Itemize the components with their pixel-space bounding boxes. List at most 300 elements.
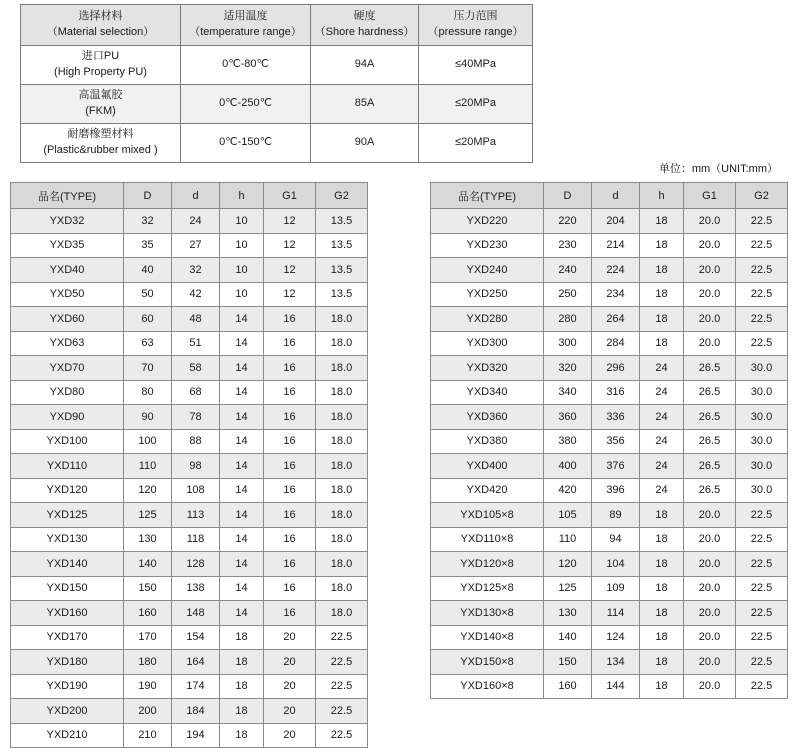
spec-type-cell: YXD105×8 (431, 503, 544, 528)
table-row (11, 307, 368, 332)
spec-d-upper-cell: 120 (124, 478, 172, 503)
spec-g1-cell: 20.0 (684, 209, 736, 234)
spec-type-cell: YXD210 (11, 723, 124, 748)
spec-d-lower-cell: 42 (172, 282, 220, 307)
spec-g2-cell: 18.0 (316, 478, 368, 503)
spec-g1-cell: 20.0 (684, 674, 736, 699)
spec-h-cell: 18 (640, 674, 684, 699)
table-row (11, 356, 368, 381)
pressure-cell: ≤40MPa (419, 46, 533, 85)
spec-h-cell: 14 (220, 552, 264, 577)
table-row (431, 258, 788, 283)
spec-g2-cell: 18.0 (316, 429, 368, 454)
spec-g2-cell: 22.5 (736, 625, 788, 650)
spec-d-upper-cell: 240 (544, 258, 592, 283)
spec-h-cell: 18 (640, 503, 684, 528)
spec-g1-cell: 20 (264, 650, 316, 675)
table-row (11, 478, 368, 503)
spec-g1-cell: 16 (264, 331, 316, 356)
spec-type-cell: YXD32 (11, 209, 124, 234)
hardness-cell: 94A (311, 46, 419, 85)
spec-type-cell: YXD420 (431, 478, 544, 503)
table-row (11, 331, 368, 356)
spec-table-left (10, 182, 368, 748)
spec-g2-cell: 13.5 (316, 282, 368, 307)
spec-d-lower-cell: 316 (592, 380, 640, 405)
spec-h-cell: 14 (220, 331, 264, 356)
spec-d-lower-cell: 214 (592, 233, 640, 258)
spec-d-upper-cell: 150 (124, 576, 172, 601)
spec-type-cell: YXD40 (11, 258, 124, 283)
spec-d-upper-cell: 170 (124, 625, 172, 650)
table-row (431, 650, 788, 675)
spec-d-lower-cell: 296 (592, 356, 640, 381)
spec-d-upper-cell: 160 (124, 601, 172, 626)
spec-h-cell: 18 (640, 650, 684, 675)
table-row (11, 527, 368, 552)
spec-d-lower-cell: 174 (172, 674, 220, 699)
spec-h-cell: 18 (640, 576, 684, 601)
spec-g1-cell: 20.0 (684, 282, 736, 307)
spec-d-upper-cell: 140 (124, 552, 172, 577)
table-row (11, 429, 368, 454)
spec-d-upper-cell: 60 (124, 307, 172, 332)
spec-g1-cell: 20.0 (684, 552, 736, 577)
spec-d-lower-cell: 68 (172, 380, 220, 405)
spec-g2-cell: 22.5 (736, 601, 788, 626)
spec-d-upper-cell: 400 (544, 454, 592, 479)
spec-g1-cell: 16 (264, 307, 316, 332)
table-row (431, 478, 788, 503)
spec-d-lower-cell: 51 (172, 331, 220, 356)
spec-h-cell: 18 (220, 625, 264, 650)
spec-d-lower-cell: 124 (592, 625, 640, 650)
table-row (431, 429, 788, 454)
spec-d-lower-cell: 109 (592, 576, 640, 601)
spec-h-cell: 14 (220, 380, 264, 405)
spec-header-d-lower: d (172, 183, 220, 209)
spec-d-lower-cell: 48 (172, 307, 220, 332)
spec-type-cell: YXD140 (11, 552, 124, 577)
spec-d-lower-cell: 128 (172, 552, 220, 577)
spec-h-cell: 24 (640, 478, 684, 503)
spec-d-lower-cell: 24 (172, 209, 220, 234)
spec-d-lower-cell: 154 (172, 625, 220, 650)
spec-type-cell: YXD125×8 (431, 576, 544, 601)
spec-d-upper-cell: 125 (124, 503, 172, 528)
spec-h-cell: 24 (640, 405, 684, 430)
spec-g2-cell: 22.5 (316, 674, 368, 699)
spec-h-cell: 14 (220, 478, 264, 503)
spec-d-lower-cell: 113 (172, 503, 220, 528)
table-row (11, 601, 368, 626)
spec-h-cell: 14 (220, 576, 264, 601)
pressure-cell: ≤20MPa (419, 84, 533, 123)
spec-d-lower-cell: 356 (592, 429, 640, 454)
table-row (11, 699, 368, 724)
spec-d-upper-cell: 150 (544, 650, 592, 675)
spec-h-cell: 10 (220, 282, 264, 307)
spec-header-g2: G2 (316, 183, 368, 209)
spec-type-cell: YXD150×8 (431, 650, 544, 675)
spec-d-lower-cell: 396 (592, 478, 640, 503)
spec-d-lower-cell: 144 (592, 674, 640, 699)
hardness-cell: 90A (311, 123, 419, 162)
spec-g2-cell: 18.0 (316, 405, 368, 430)
table-row (431, 356, 788, 381)
material-selection-table (20, 4, 533, 163)
spec-g2-cell: 22.5 (736, 674, 788, 699)
spec-g2-cell: 22.5 (316, 723, 368, 748)
spec-g2-cell: 18.0 (316, 576, 368, 601)
spec-type-cell: YXD130×8 (431, 601, 544, 626)
spec-d-upper-cell: 63 (124, 331, 172, 356)
spec-right-header-row (431, 183, 788, 209)
spec-d-upper-cell: 35 (124, 233, 172, 258)
spec-g2-cell: 22.5 (736, 527, 788, 552)
spec-type-cell: YXD340 (431, 380, 544, 405)
spec-g1-cell: 16 (264, 429, 316, 454)
spec-d-upper-cell: 125 (544, 576, 592, 601)
table-row (431, 454, 788, 479)
table-row (431, 331, 788, 356)
spec-d-upper-cell: 180 (124, 650, 172, 675)
table-row (431, 233, 788, 258)
spec-g2-cell: 30.0 (736, 380, 788, 405)
spec-g1-cell: 16 (264, 380, 316, 405)
spec-g1-cell: 20.0 (684, 258, 736, 283)
spec-type-cell: YXD63 (11, 331, 124, 356)
spec-left-header-row (11, 183, 368, 209)
spec-g1-cell: 20.0 (684, 576, 736, 601)
spec-g2-cell: 22.5 (736, 209, 788, 234)
spec-type-cell: YXD110 (11, 454, 124, 479)
spec-header-d-upper: D (544, 183, 592, 209)
spec-type-cell: YXD140×8 (431, 625, 544, 650)
material-name-cell (21, 123, 181, 162)
spec-g2-cell: 22.5 (736, 503, 788, 528)
spec-header-type: 品名(TYPE) (431, 183, 544, 209)
spec-type-cell: YXD380 (431, 429, 544, 454)
temperature-header-cn: 适用温度 (223, 10, 268, 23)
spec-g1-cell: 26.5 (684, 356, 736, 381)
spec-d-lower-cell: 284 (592, 331, 640, 356)
unit-note: 单位：mm（UNIT:mm） (658, 163, 778, 175)
spec-type-cell: YXD125 (11, 503, 124, 528)
spec-type-cell: YXD400 (431, 454, 544, 479)
spec-h-cell: 18 (640, 527, 684, 552)
spec-type-cell: YXD170 (11, 625, 124, 650)
spec-d-upper-cell: 80 (124, 380, 172, 405)
spec-type-cell: YXD60 (11, 307, 124, 332)
spec-h-cell: 10 (220, 233, 264, 258)
spec-d-upper-cell: 200 (124, 699, 172, 724)
spec-type-cell: YXD130 (11, 527, 124, 552)
spec-g1-cell: 20.0 (684, 650, 736, 675)
pressure-cell: ≤20MPa (419, 123, 533, 162)
spec-g1-cell: 26.5 (684, 478, 736, 503)
spec-g2-cell: 13.5 (316, 258, 368, 283)
spec-h-cell: 18 (220, 723, 264, 748)
spec-g2-cell: 22.5 (316, 625, 368, 650)
table-row (11, 454, 368, 479)
material-name-en: (High Property PU) (54, 65, 147, 78)
spec-g2-cell: 18.0 (316, 601, 368, 626)
material-header-en: （Material selection） (46, 26, 155, 38)
spec-d-lower-cell: 118 (172, 527, 220, 552)
table-row (11, 576, 368, 601)
spec-d-upper-cell: 105 (544, 503, 592, 528)
spec-d-upper-cell: 110 (544, 527, 592, 552)
spec-d-upper-cell: 320 (544, 356, 592, 381)
spec-d-upper-cell: 120 (544, 552, 592, 577)
spec-type-cell: YXD160×8 (431, 674, 544, 699)
table-row (11, 282, 368, 307)
spec-h-cell: 14 (220, 503, 264, 528)
spec-d-upper-cell: 160 (544, 674, 592, 699)
spec-h-cell: 14 (220, 405, 264, 430)
hardness-header-en: （Shore hardness） (314, 26, 415, 38)
spec-g2-cell: 18.0 (316, 331, 368, 356)
spec-type-cell: YXD150 (11, 576, 124, 601)
spec-d-lower-cell: 27 (172, 233, 220, 258)
spec-d-upper-cell: 40 (124, 258, 172, 283)
spec-type-cell: YXD230 (431, 233, 544, 258)
table-row (431, 576, 788, 601)
table-row (431, 601, 788, 626)
spec-d-lower-cell: 204 (592, 209, 640, 234)
spec-d-upper-cell: 190 (124, 674, 172, 699)
spec-d-lower-cell: 224 (592, 258, 640, 283)
spec-h-cell: 14 (220, 601, 264, 626)
spec-h-cell: 18 (640, 331, 684, 356)
spec-type-cell: YXD250 (431, 282, 544, 307)
spec-g1-cell: 12 (264, 282, 316, 307)
temperature-cell: 0℃-80℃ (181, 46, 311, 85)
table-row (431, 380, 788, 405)
spec-type-cell: YXD200 (11, 699, 124, 724)
spec-type-cell: YXD120 (11, 478, 124, 503)
table-row (11, 552, 368, 577)
spec-g1-cell: 12 (264, 233, 316, 258)
table-row (431, 674, 788, 699)
spec-g2-cell: 22.5 (736, 307, 788, 332)
spec-d-upper-cell: 140 (544, 625, 592, 650)
spec-h-cell: 18 (640, 233, 684, 258)
spec-g1-cell: 20.0 (684, 527, 736, 552)
spec-header-h: h (640, 183, 684, 209)
spec-g1-cell: 16 (264, 356, 316, 381)
spec-g1-cell: 26.5 (684, 380, 736, 405)
spec-g2-cell: 22.5 (736, 282, 788, 307)
spec-d-upper-cell: 380 (544, 429, 592, 454)
spec-h-cell: 18 (640, 258, 684, 283)
spec-g1-cell: 16 (264, 454, 316, 479)
spec-h-cell: 14 (220, 307, 264, 332)
table-row (11, 650, 368, 675)
spec-g2-cell: 22.5 (736, 233, 788, 258)
spec-d-lower-cell: 264 (592, 307, 640, 332)
spec-g2-cell: 30.0 (736, 454, 788, 479)
spec-g2-cell: 22.5 (736, 331, 788, 356)
spec-d-lower-cell: 32 (172, 258, 220, 283)
spec-g2-cell: 22.5 (316, 650, 368, 675)
spec-g1-cell: 16 (264, 478, 316, 503)
spec-header-type: 品名(TYPE) (11, 183, 124, 209)
table-row (11, 674, 368, 699)
spec-d-upper-cell: 70 (124, 356, 172, 381)
spec-d-upper-cell: 280 (544, 307, 592, 332)
spec-type-cell: YXD180 (11, 650, 124, 675)
material-name-cell (21, 46, 181, 85)
spec-g1-cell: 20.0 (684, 233, 736, 258)
spec-d-lower-cell: 234 (592, 282, 640, 307)
spec-d-upper-cell: 130 (124, 527, 172, 552)
spec-h-cell: 18 (640, 552, 684, 577)
spec-h-cell: 24 (640, 429, 684, 454)
spec-g2-cell: 30.0 (736, 429, 788, 454)
spec-g2-cell: 18.0 (316, 307, 368, 332)
table-row (21, 46, 533, 85)
spec-header-d-upper: D (124, 183, 172, 209)
spec-g1-cell: 20 (264, 699, 316, 724)
material-table-header-row (21, 5, 533, 46)
spec-type-cell: YXD90 (11, 405, 124, 430)
spec-g2-cell: 22.5 (736, 650, 788, 675)
spec-d-lower-cell: 194 (172, 723, 220, 748)
pressure-header-cell (419, 5, 533, 46)
spec-header-d-lower: d (592, 183, 640, 209)
temperature-cell: 0℃-150℃ (181, 123, 311, 162)
spec-g2-cell: 18.0 (316, 552, 368, 577)
spec-type-cell: YXD110×8 (431, 527, 544, 552)
material-name-cn: 耐磨橡塑材料 (67, 127, 134, 140)
spec-d-upper-cell: 220 (544, 209, 592, 234)
spec-h-cell: 14 (220, 527, 264, 552)
spec-d-upper-cell: 300 (544, 331, 592, 356)
spec-h-cell: 24 (640, 356, 684, 381)
spec-d-lower-cell: 78 (172, 405, 220, 430)
table-row (431, 405, 788, 430)
spec-d-upper-cell: 420 (544, 478, 592, 503)
spec-type-cell: YXD80 (11, 380, 124, 405)
spec-d-lower-cell: 88 (172, 429, 220, 454)
spec-type-cell: YXD50 (11, 282, 124, 307)
table-row (11, 723, 368, 748)
spec-h-cell: 18 (640, 601, 684, 626)
spec-d-lower-cell: 184 (172, 699, 220, 724)
spec-g2-cell: 30.0 (736, 405, 788, 430)
spec-g2-cell: 30.0 (736, 478, 788, 503)
spec-d-lower-cell: 164 (172, 650, 220, 675)
spec-right-body (431, 209, 788, 699)
spec-d-upper-cell: 340 (544, 380, 592, 405)
spec-h-cell: 24 (640, 380, 684, 405)
spec-h-cell: 18 (640, 209, 684, 234)
spec-d-upper-cell: 130 (544, 601, 592, 626)
spec-g2-cell: 18.0 (316, 356, 368, 381)
table-row (11, 209, 368, 234)
spec-g1-cell: 12 (264, 209, 316, 234)
spec-d-upper-cell: 32 (124, 209, 172, 234)
spec-g1-cell: 20.0 (684, 625, 736, 650)
spec-g2-cell: 30.0 (736, 356, 788, 381)
temperature-cell: 0℃-250℃ (181, 84, 311, 123)
spec-d-upper-cell: 230 (544, 233, 592, 258)
spec-g2-cell: 18.0 (316, 503, 368, 528)
spec-d-lower-cell: 114 (592, 601, 640, 626)
spec-g1-cell: 16 (264, 503, 316, 528)
material-header-cn: 选择材料 (78, 10, 123, 23)
spec-d-lower-cell: 98 (172, 454, 220, 479)
spec-d-lower-cell: 376 (592, 454, 640, 479)
spec-h-cell: 24 (640, 454, 684, 479)
spec-d-upper-cell: 100 (124, 429, 172, 454)
table-row (431, 552, 788, 577)
spec-header-g1: G1 (684, 183, 736, 209)
hardness-cell: 85A (311, 84, 419, 123)
spec-g2-cell: 22.5 (316, 699, 368, 724)
spec-table-right (430, 182, 788, 699)
spec-d-lower-cell: 104 (592, 552, 640, 577)
spec-d-upper-cell: 250 (544, 282, 592, 307)
spec-g1-cell: 20.0 (684, 331, 736, 356)
table-row (11, 233, 368, 258)
hardness-header-cell (311, 5, 419, 46)
spec-type-cell: YXD120×8 (431, 552, 544, 577)
spec-g2-cell: 18.0 (316, 380, 368, 405)
spec-type-cell: YXD280 (431, 307, 544, 332)
spec-g1-cell: 20 (264, 625, 316, 650)
spec-g1-cell: 20 (264, 674, 316, 699)
hardness-header-cn: 硬度 (353, 10, 376, 23)
spec-d-lower-cell: 134 (592, 650, 640, 675)
spec-g1-cell: 20 (264, 723, 316, 748)
spec-g1-cell: 20.0 (684, 503, 736, 528)
spec-g1-cell: 12 (264, 258, 316, 283)
spec-h-cell: 10 (220, 258, 264, 283)
spec-g1-cell: 26.5 (684, 405, 736, 430)
material-name-cn: 高温氟胶 (78, 88, 123, 101)
spec-d-upper-cell: 90 (124, 405, 172, 430)
spec-g1-cell: 16 (264, 527, 316, 552)
spec-g2-cell: 22.5 (736, 258, 788, 283)
spec-type-cell: YXD160 (11, 601, 124, 626)
spec-g2-cell: 18.0 (316, 454, 368, 479)
spec-type-cell: YXD35 (11, 233, 124, 258)
spec-g2-cell: 13.5 (316, 209, 368, 234)
spec-type-cell: YXD100 (11, 429, 124, 454)
spec-h-cell: 14 (220, 356, 264, 381)
spec-h-cell: 14 (220, 429, 264, 454)
spec-header-g1: G1 (264, 183, 316, 209)
spec-d-upper-cell: 50 (124, 282, 172, 307)
material-name-en: (FKM) (85, 104, 116, 117)
table-row (11, 503, 368, 528)
spec-d-upper-cell: 110 (124, 454, 172, 479)
spec-g2-cell: 13.5 (316, 233, 368, 258)
spec-g2-cell: 22.5 (736, 552, 788, 577)
spec-h-cell: 18 (220, 650, 264, 675)
spec-type-cell: YXD300 (431, 331, 544, 356)
spec-g1-cell: 16 (264, 405, 316, 430)
spec-g2-cell: 22.5 (736, 576, 788, 601)
spec-type-cell: YXD360 (431, 405, 544, 430)
table-row (11, 405, 368, 430)
temperature-header-en: （temperature range） (189, 26, 302, 38)
spec-h-cell: 18 (220, 674, 264, 699)
spec-g1-cell: 26.5 (684, 454, 736, 479)
